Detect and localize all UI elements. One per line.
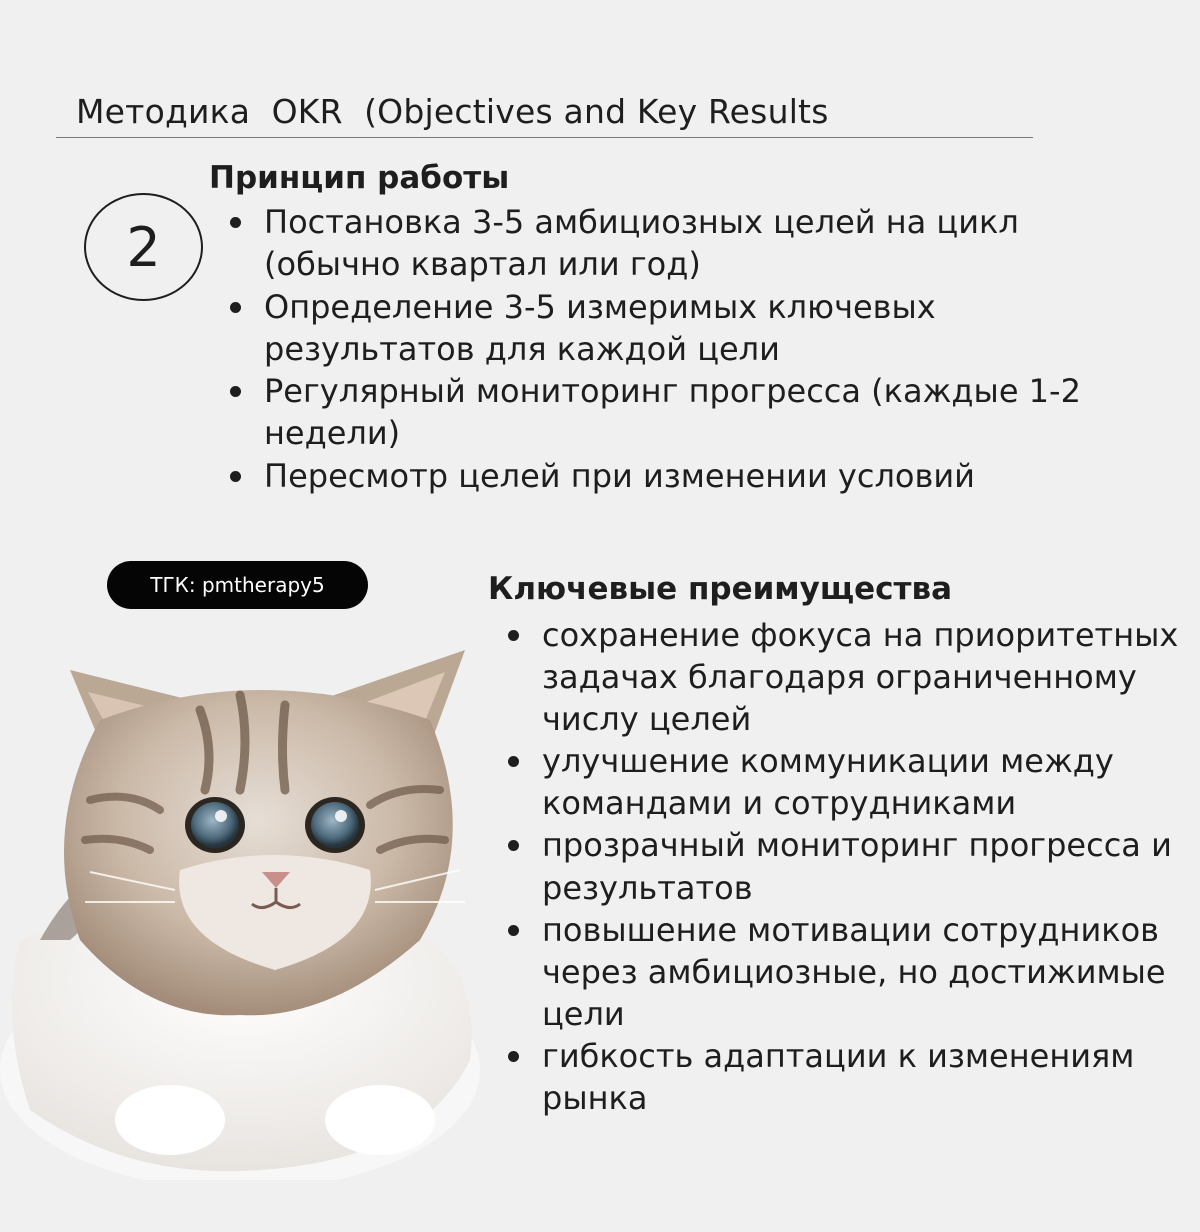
telegram-channel-badge [107,561,368,609]
principle-heading: Принцип работы [209,160,510,196]
bullet-icon [230,386,241,397]
list-item: Пересмотр целей при изменении условий [264,455,1144,497]
list-item: сохранение фокуса на приоритетных задачах благодаря ограниченному числу целей [542,614,1192,740]
bullet-icon [508,630,519,641]
bullet-icon [230,217,241,228]
list-item: повышение мотивации сотрудников через амбициозные, но достижимые цели [542,909,1192,1035]
page-title: Методика OKR (Objectives and Key Results [76,92,829,131]
badge-label: ТГК: pmtherapy5 [150,573,325,597]
bullet-icon [508,756,519,767]
list-item: гибкость адаптации к изменениям рынка [542,1035,1192,1119]
bullet-icon [230,302,241,313]
bullet-icon [508,840,519,851]
bullet-icon [508,1051,519,1062]
bullet-icon [230,471,241,482]
list-item: Регулярный мониторинг прогресса (каждые 1-2 недели) [264,370,1144,455]
step-number: 2 [126,215,161,279]
kitten-photo [0,640,480,1180]
list-item: Определение 3-5 измеримых ключевых результатов для каждой цели [264,286,1144,371]
title-divider [56,137,1033,138]
list-item: Постановка 3-5 амбициозных целей на цикл (обычно квартал или год) [264,201,1144,286]
bullet-icon [508,925,519,936]
benefits-heading: Ключевые преимущества [488,571,953,607]
step-number-badge [84,193,203,301]
principle-list [264,201,1144,497]
benefits-list [542,614,1192,1119]
list-item: прозрачный мониторинг прогресса и результатов [542,824,1192,908]
list-item: улучшение коммуникации между командами и сотрудниками [542,740,1192,824]
